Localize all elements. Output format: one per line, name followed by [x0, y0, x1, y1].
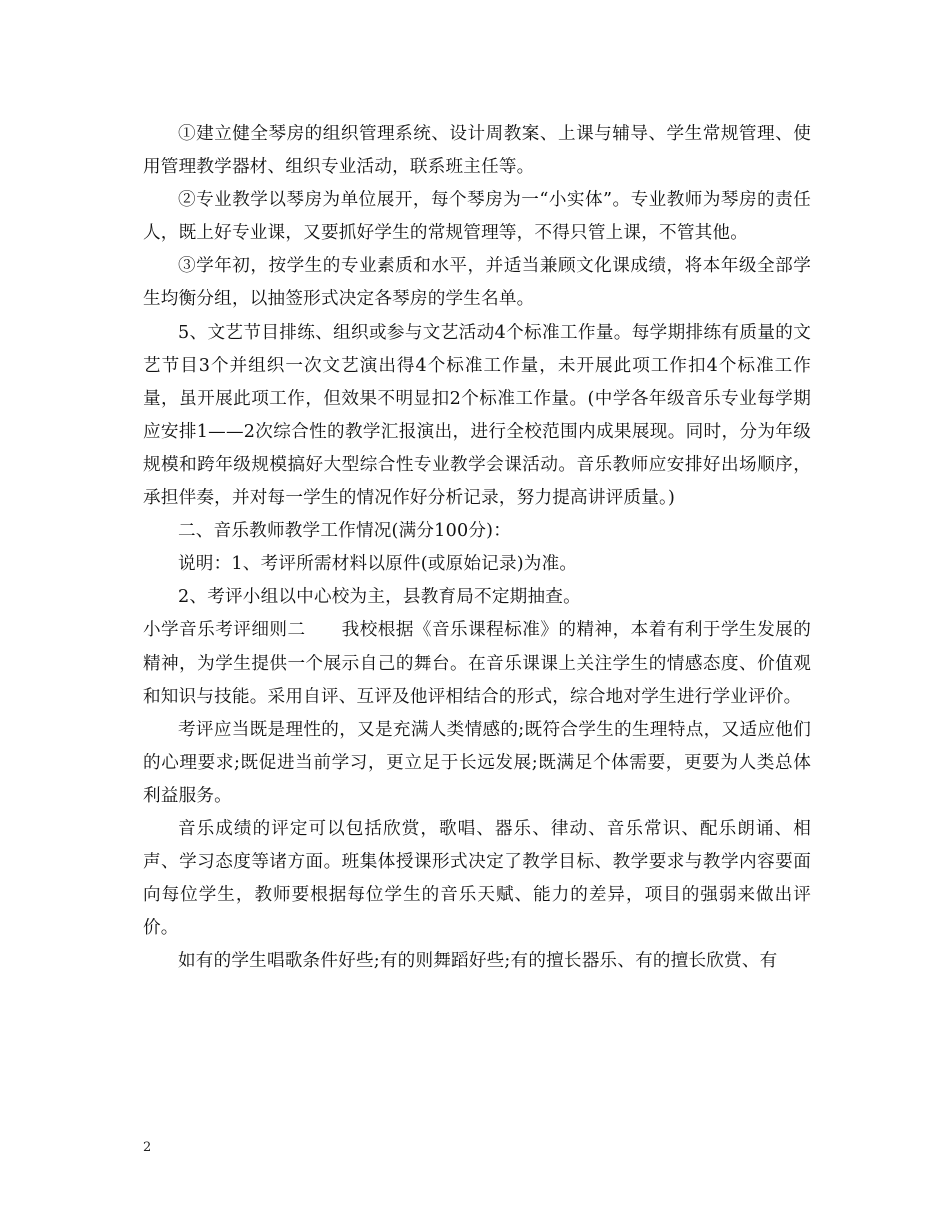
paragraph-2: ②专业教学以琴房为单位展开，每个琴房为一“小实体”。专业教师为琴房的责任人，既上好专业课，又要抓好学生的常规管理等，不得只管上课，不管其他。: [143, 190, 811, 244]
paragraph-3: ③学年初，按学生的专业素质和水平，并适当兼顾文化课成绩，将本年级全部学生均衡分组，以抽签形式决定各琴房的学生名单。: [143, 256, 811, 310]
page-number: 2: [143, 1140, 152, 1155]
paragraph-8: 小学音乐考评细则二 我校根据《音乐课程标准》的精神，本着有利于学生发展的精神，为学生提供一个展示自己的舞台。在音乐课课上关注学生的情感态度、价值观和知识与技能。采用自评、互评及他评相结合的形式，综合地对学生进行学业评价。: [143, 620, 811, 707]
paragraph-1: ①建立健全琴房的组织管理系统、设计周教案、上课与辅导、学生常规管理、使用管理教学器材、组织专业活动，联系班主任等。: [143, 124, 811, 178]
paragraph-5: 二、音乐教师教学工作情况(满分100分)：: [178, 521, 512, 542]
paragraph-11: 如有的学生唱歌条件好些;有的则舞蹈好些;有的擅长器乐、有的擅长欣赏、有: [178, 951, 778, 972]
paragraph-4: 5、文艺节目排练、组织或参与文艺活动4个标准工作量。每学期排练有质量的文艺节目3个并组织一次文艺演出得4个标准工作量，未开展此项工作扣4个标准工作量，虽开展此项工作，但效果不明显扣2个标准工作量。(中学各年级音乐专业每学期应安排1——2次综合性的教学汇报演出，进行全校范围内成果展现。同时，分为年级规模和跨年级规模搞好大型综合性专业教学会课活动。音乐教师应安排好出场顺序，承担伴奏，并对每一学生的情况作好分析记录，努力提高讲评质量。): [143, 322, 811, 509]
paragraph-6: 说明：1、考评所需材料以原件(或原始记录)为准。: [178, 554, 578, 575]
document-body: [143, 118, 811, 978]
paragraph-9: 考评应当既是理性的，又是充满人类情感的;既符合学生的生理特点，又适应他们的心理要求;既促进当前学习，更立足于长远发展;既满足个体需要，更要为人类总体利益服务。: [143, 719, 811, 806]
paragraph-10: 音乐成绩的评定可以包括欣赏，歌唱、器乐、律动、音乐常识、配乐朗诵、相声、学习态度等诸方面。班集体授课形式决定了教学目标、教学要求与教学内容要面向每位学生，教师要根据每位学生的音乐天赋、能力的差异，项目的强弱来做出评价。: [143, 818, 811, 939]
paragraph-7: 2、考评小组以中心校为主，县教育局不定期抽查。: [178, 587, 581, 608]
